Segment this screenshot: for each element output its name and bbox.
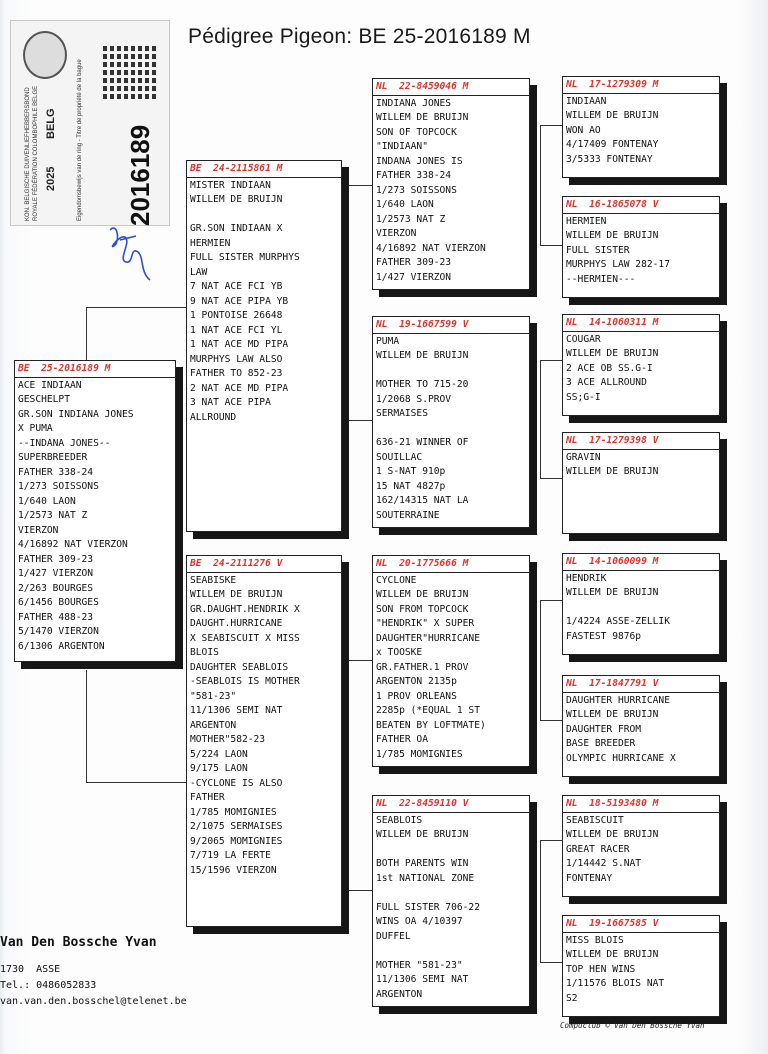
page-title: Pédigree Pigeon: BE 25-2016189 M bbox=[188, 25, 531, 48]
pedigree-line: FATHER 309-23 bbox=[376, 257, 452, 268]
pedigree-box-mfm bbox=[562, 675, 720, 777]
pedigree-line: MOTHER "581-23" bbox=[376, 959, 463, 971]
pedigree-line: MISTER INDIAAN bbox=[190, 179, 271, 191]
pedigree-line: 1/273 SOISSONS bbox=[18, 481, 99, 492]
pedigree-box-mmm bbox=[562, 915, 720, 1017]
pedigree-line: 1/427 VIERZON bbox=[18, 568, 94, 579]
pedigree-line: 4/16892 NAT VIERZON bbox=[18, 539, 128, 550]
pedigree-line: 1/11576 BLOIS NAT bbox=[566, 978, 665, 989]
pedigree-line: FATHER OA bbox=[376, 734, 428, 745]
pedigree-line: ARGENTON 2135p bbox=[376, 676, 457, 687]
pedigree-line: GR.SON INDIAAN X bbox=[190, 223, 283, 234]
tag-ring-number: 2016189 bbox=[125, 124, 155, 226]
pedigree-line: 9/2065 MOMIGNIES bbox=[190, 835, 283, 847]
owner-email: van.van.den.bosschel@telenet.be bbox=[0, 996, 187, 1007]
pedigree-line: PUMA bbox=[376, 335, 400, 347]
pedigree-line: 162/14315 NAT LA bbox=[376, 495, 469, 506]
pedigree-line: 2/1075 SERMAISES bbox=[190, 821, 283, 832]
pedigree-box-mff bbox=[562, 553, 720, 655]
pedigree-line: 2 ACE OB SS.G-I bbox=[566, 362, 653, 374]
pedigree-line: WILLEM DE BRUIJN bbox=[566, 230, 659, 241]
pedigree-line: --HERMIEN--- bbox=[566, 273, 636, 285]
pedigree-line: SON OF TOPCOCK bbox=[376, 126, 457, 138]
owner-block bbox=[0, 935, 187, 1010]
pedigree-line: SON FROM TOPCOCK bbox=[376, 603, 469, 615]
pedigree-box-mother-father bbox=[372, 555, 530, 767]
pedigree-line: 4/17409 FONTENAY bbox=[566, 139, 659, 150]
pedigree-line: HERMIEN bbox=[190, 237, 231, 249]
handwritten-signature bbox=[100, 202, 170, 292]
pedigree-line: DAUGHTER HURRICANE bbox=[566, 694, 670, 706]
pedigree-line: WILLEM DE BRUIJN bbox=[376, 829, 469, 840]
pedigree-line: FATHER 309-23 bbox=[18, 553, 94, 565]
owner-name: Van Den Bossche Yvan bbox=[0, 935, 157, 950]
ring-number-header: BE 24-2111276 V bbox=[187, 556, 341, 573]
pedigree-line: FONTENAY bbox=[566, 872, 613, 884]
pedigree-line bbox=[373, 364, 529, 379]
pedigree-line: 6/1306 ARGENTON bbox=[18, 640, 105, 652]
pedigree-line: GESCHELPT bbox=[18, 394, 70, 405]
pedigree-line: GR.SON INDIANA JONES bbox=[18, 408, 134, 420]
pedigree-line: DAUGHTER"HURRICANE bbox=[376, 632, 480, 644]
pedigree-line: 5/1470 VIERZON bbox=[18, 626, 99, 637]
pedigree-line: SEABISKE bbox=[190, 574, 237, 586]
ring-certificate-tag bbox=[10, 20, 170, 226]
pedigree-line: 7 NAT ACE FCI YB bbox=[190, 281, 283, 292]
pedigree-line: VIERZON bbox=[376, 228, 417, 239]
pedigree-line: 1 NAT ACE MD PIPA bbox=[190, 339, 289, 350]
pedigree-line: BEATEN BY LOFTMATE) bbox=[376, 719, 486, 731]
ring-number-header: NL 17-1847791 V bbox=[563, 676, 719, 693]
pedigree-line: --INDANA JONES-- bbox=[18, 437, 111, 449]
pedigree-box-mother-mother bbox=[372, 795, 530, 1007]
pedigree-line: SEABLOIS bbox=[376, 814, 423, 826]
pedigree-line: WILLEM DE BRUIJN bbox=[566, 829, 659, 840]
pedigree-line: 1 NAT ACE FCI YL bbox=[190, 324, 283, 336]
pedigree-line: 1/14442 S.NAT bbox=[566, 858, 642, 869]
pedigree-line: 3/5333 FONTENAY bbox=[566, 153, 653, 165]
pedigree-line bbox=[373, 944, 529, 959]
pedigree-line: FULL SISTER MURPHYS bbox=[190, 252, 300, 263]
pedigree-line: SS;G-I bbox=[566, 391, 601, 403]
pedigree-line: 1/427 VIERZON bbox=[376, 271, 452, 283]
pedigree-line bbox=[373, 843, 529, 858]
tag-year: 2025 bbox=[45, 166, 57, 191]
pedigree-line: "581-23" bbox=[190, 690, 237, 702]
tag-org-line2: ROYALE FÉDÉRATION COLOMBOPHILE BELGE bbox=[33, 85, 39, 221]
pedigree-line: 15 NAT 4827p bbox=[376, 480, 446, 492]
pedigree-line: 9/175 LAON bbox=[190, 763, 248, 774]
pedigree-line: SOUILLAC bbox=[376, 451, 423, 463]
ring-number-header: NL 20-1775666 M bbox=[373, 556, 529, 573]
pedigree-line: BOTH PARENTS WIN bbox=[376, 858, 469, 869]
pedigree-line: "INDIAAN" bbox=[376, 141, 428, 152]
pedigree-line: 1/4224 ASSE-ZELLIK bbox=[566, 616, 670, 627]
pedigree-line: WILLEM DE BRUIJN bbox=[376, 112, 469, 123]
pedigree-line: WILLEM DE BRUIJN bbox=[376, 589, 469, 600]
pedigree-line: MURPHYS LAW ALSO bbox=[190, 353, 283, 365]
tag-org-line1: KON. BELGISCHE DUIVENLIEFHEBBERSBOND bbox=[25, 87, 31, 221]
pedigree-box-subject bbox=[14, 360, 176, 662]
pedigree-line: GR.FATHER.1 PROV bbox=[376, 661, 469, 673]
pedigree-line: WILLEM DE BRUIJN bbox=[566, 348, 659, 359]
pedigree-line: FATHER 338-24 bbox=[376, 170, 452, 181]
owner-address: 1730 ASSE bbox=[0, 964, 61, 975]
tag-country: BELG bbox=[45, 108, 57, 139]
pedigree-line: HENDRIK bbox=[566, 572, 607, 584]
ring-number-header: NL 22-8459110 V bbox=[373, 796, 529, 813]
federation-seal-icon bbox=[23, 31, 67, 79]
pedigree-line: 1/785 MOMIGNIES bbox=[190, 806, 277, 818]
pedigree-line: ALLROUND bbox=[190, 411, 237, 423]
pedigree-line: 2 NAT ACE MD PIPA bbox=[190, 382, 289, 394]
pedigree-line bbox=[187, 208, 341, 223]
pedigree-line: 3 NAT ACE PIPA bbox=[190, 397, 271, 408]
ring-number-header: NL 14-1060099 M bbox=[563, 554, 719, 571]
pedigree-line: HERMIEN bbox=[566, 215, 607, 227]
pedigree-line: FATHER 338-24 bbox=[18, 466, 94, 478]
pedigree-line: WILLEM DE BRUIJN bbox=[190, 194, 283, 205]
pedigree-line: LAW bbox=[190, 266, 208, 278]
pedigree-line: FULL SISTER 706-22 bbox=[376, 901, 480, 913]
pedigree-line: INDIANA JONES bbox=[376, 97, 452, 109]
ring-number-header: NL 19-1667585 V bbox=[563, 916, 719, 933]
ring-number-header: BE 24-2115861 M bbox=[187, 161, 341, 178]
pedigree-line: INDIAAN bbox=[566, 95, 607, 107]
pedigree-box-fff bbox=[562, 76, 720, 178]
pedigree-line: WINS OA 4/10397 bbox=[376, 916, 463, 927]
pedigree-line: -SEABLOIS IS MOTHER bbox=[190, 676, 300, 687]
pedigree-line: OLYMPIC HURRICANE X bbox=[566, 752, 676, 764]
pedigree-box-father-mother bbox=[372, 316, 530, 528]
ring-number-header: NL 19-1667599 V bbox=[373, 317, 529, 334]
pedigree-line: FASTEST 9876p bbox=[566, 630, 642, 642]
pedigree-line: CYCLONE bbox=[376, 574, 417, 586]
ring-number-header: NL 17-1279398 V bbox=[563, 433, 719, 450]
pedigree-line: FATHER TO 852-23 bbox=[190, 368, 283, 379]
tag-org-line3: Eigendomsbewijs van de ring - Titre de propriété de la bague bbox=[77, 59, 83, 221]
pedigree-line: ACE INDIAAN bbox=[18, 379, 82, 391]
pedigree-line: DUFFEL bbox=[376, 930, 411, 942]
pedigree-line: ARGENTON bbox=[190, 719, 237, 731]
pedigree-box-father-father bbox=[372, 78, 530, 290]
pedigree-box-ffm bbox=[562, 196, 720, 298]
pedigree-line: FATHER bbox=[190, 792, 225, 803]
pedigree-line: 11/1306 SEMI NAT bbox=[190, 705, 283, 716]
pedigree-line: SEABISCUIT bbox=[566, 814, 624, 826]
pedigree-line: 1/640 LAON bbox=[376, 199, 434, 210]
pedigree-line bbox=[563, 601, 719, 616]
pedigree-line: BASE BREEDER bbox=[566, 738, 636, 749]
pedigree-line: WON AO bbox=[566, 124, 601, 136]
pedigree-line: 1/2573 NAT Z bbox=[18, 510, 88, 521]
pedigree-line: MOTHER TO 715-20 bbox=[376, 379, 469, 390]
pedigree-line bbox=[373, 886, 529, 901]
pedigree-line: 636-21 WINNER OF bbox=[376, 437, 469, 448]
ring-number-header: NL 14-1060311 M bbox=[563, 315, 719, 332]
pedigree-line: WILLEM DE BRUIJN bbox=[566, 709, 659, 720]
pedigree-box-mother bbox=[186, 555, 342, 927]
pedigree-line bbox=[373, 422, 529, 437]
pedigree-line: GR.DAUGHT.HENDRIK X bbox=[190, 603, 300, 615]
pedigree-line: VIERZON bbox=[18, 524, 59, 536]
pedigree-line: MURPHYS LAW 282-17 bbox=[566, 259, 670, 270]
pedigree-line: DAUGHTER FROM bbox=[566, 723, 642, 735]
pedigree-line: x TOOSKE bbox=[376, 647, 423, 658]
pedigree-line: FULL SISTER bbox=[566, 244, 630, 256]
pedigree-line: DAUGHTER SEABLOIS bbox=[190, 661, 289, 673]
pedigree-line: 9 NAT ACE PIPA YB bbox=[190, 295, 289, 307]
pedigree-line: 1/640 LAON bbox=[18, 495, 76, 507]
pedigree-line: SERMAISES bbox=[376, 408, 428, 419]
pedigree-box-fmf bbox=[562, 314, 720, 416]
ring-number-header: NL 17-1279309 M bbox=[563, 77, 719, 94]
pedigree-line: S2 bbox=[566, 992, 578, 1004]
pedigree-line: MISS BLOIS bbox=[566, 934, 624, 946]
pedigree-line: X SEABISCUIT X MISS bbox=[190, 632, 300, 644]
pedigree-line: 6/1456 BOURGES bbox=[18, 597, 99, 608]
ring-number-header: NL 16-1865078 V bbox=[563, 197, 719, 214]
pedigree-line: 1 PROV ORLEANS bbox=[376, 690, 457, 702]
pedigree-line: MOTHER"582-23 bbox=[190, 734, 266, 745]
pedigree-line: 1 PONTOISE 26648 bbox=[190, 310, 283, 321]
pedigree-line: 3 ACE ALLROUND bbox=[566, 377, 647, 388]
pedigree-line: SOUTERRAINE bbox=[376, 509, 440, 521]
pedigree-line: 2285p (*EQUAL 1 ST bbox=[376, 705, 480, 716]
pedigree-line: 1/2573 NAT Z bbox=[376, 213, 446, 225]
pedigree-line: WILLEM DE BRUIJN bbox=[566, 949, 659, 960]
pedigree-line: 15/1596 VIERZON bbox=[190, 864, 277, 876]
pedigree-box-mmf bbox=[562, 795, 720, 897]
pedigree-box-fmm bbox=[562, 432, 720, 534]
pedigree-line: WILLEM DE BRUIJN bbox=[376, 350, 469, 361]
pedigree-line: 2/263 BOURGES bbox=[18, 582, 94, 594]
owner-phone: Tel.: 0486052833 bbox=[0, 980, 97, 991]
pedigree-line: 1/273 SOISSONS bbox=[376, 184, 457, 196]
pedigree-line: "HENDRIK" X SUPER bbox=[376, 618, 475, 629]
pedigree-line: 1/785 MOMIGNIES bbox=[376, 748, 463, 760]
pedigree-line: ARGENTON bbox=[376, 988, 423, 1000]
pedigree-line: 1 S-NAT 910p bbox=[376, 466, 446, 477]
pedigree-line: SUPERBREEDER bbox=[18, 452, 88, 463]
pedigree-line: FATHER 488-23 bbox=[18, 611, 94, 623]
pedigree-line: GRAVIN bbox=[566, 451, 601, 463]
ring-number-header: NL 18-5193480 M bbox=[563, 796, 719, 813]
footer-credit: Compuclub © Van Den Bossche Yvan bbox=[560, 1021, 705, 1030]
pedigree-line: 7/719 LA FERTE bbox=[190, 850, 271, 861]
pedigree-line: BLOIS bbox=[190, 647, 219, 658]
pedigree-box-father bbox=[186, 160, 342, 532]
pedigree-line: -CYCLONE IS ALSO bbox=[190, 777, 283, 789]
pedigree-line: WILLEM DE BRUIJN bbox=[190, 589, 283, 600]
pedigree-line: INDANA JONES IS bbox=[376, 155, 463, 167]
pedigree-line: WILLEM DE BRUIJN bbox=[566, 110, 659, 121]
pedigree-line: TOP HEN WINS bbox=[566, 963, 636, 975]
pedigree-line: COUGAR bbox=[566, 333, 601, 345]
pedigree-line: DAUGHT.HURRICANE bbox=[190, 618, 283, 629]
ring-number-header: BE 25-2016189 M bbox=[15, 361, 175, 378]
pedigree-line: GREAT RACER bbox=[566, 843, 630, 855]
ring-number-header: NL 22-8459046 M bbox=[373, 79, 529, 96]
pedigree-line: 11/1306 SEMI NAT bbox=[376, 974, 469, 985]
pedigree-line: 1st NATIONAL ZONE bbox=[376, 872, 475, 884]
pedigree-line: X PUMA bbox=[18, 423, 53, 434]
pedigree-line: 1/2068 S.PROV bbox=[376, 393, 452, 405]
pedigree-line: 4/16892 NAT VIERZON bbox=[376, 242, 486, 254]
pedigree-line: WILLEM DE BRUIJN bbox=[566, 587, 659, 598]
pedigree-line: 5/224 LAON bbox=[190, 748, 248, 760]
pedigree-line: WILLEM DE BRUIJN bbox=[566, 466, 659, 477]
